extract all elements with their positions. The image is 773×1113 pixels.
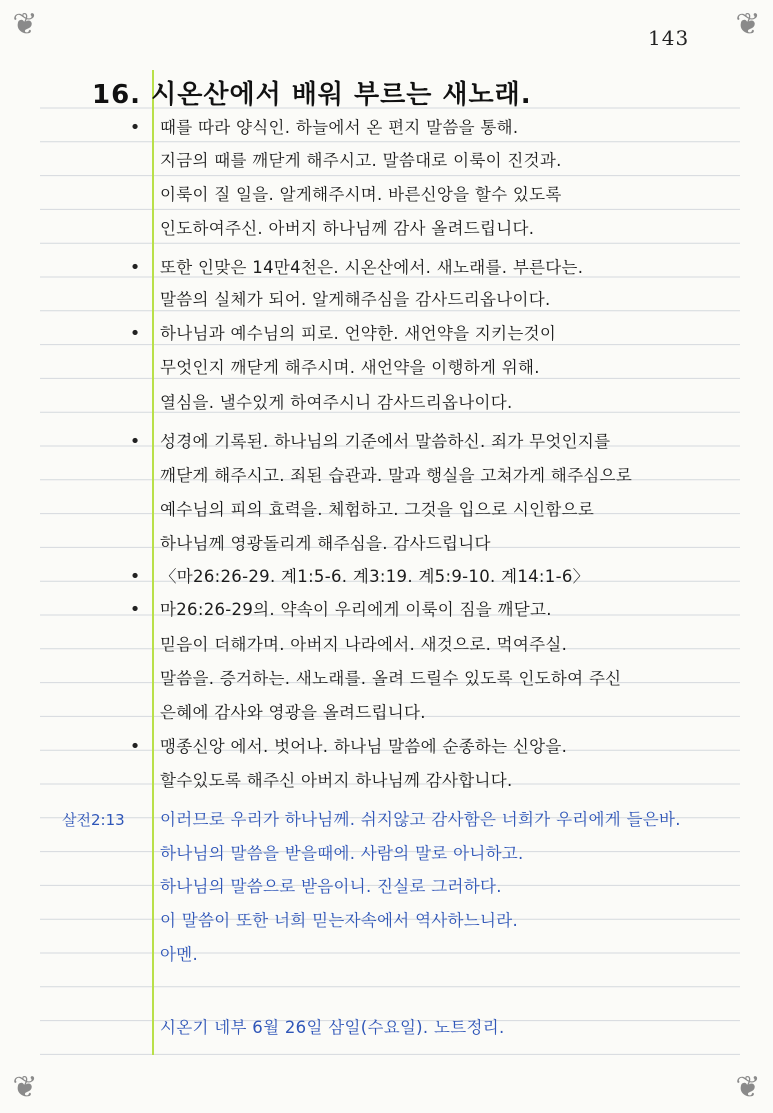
bullet-icon: • [129,117,141,138]
bullet-icon: • [129,323,141,344]
scripture-line: 이러므로 우리가 하나님께. 쉬지않고 감사함은 너희가 우리에게 들은바. [160,810,681,829]
bullet-icon: • [129,431,141,452]
note-line: 할수있도록 해주신 아버지 하나님께 감사합니다. [160,771,513,790]
scripture-line: 이 말씀이 또한 너희 믿는자속에서 역사하느니라. [160,911,519,930]
scripture-line: 아멘. [160,945,199,964]
corner-ornament-icon: ❦ [12,1070,38,1105]
scripture-line: 하나님의 말씀을 받을때에. 사람의 말로 아니하고. [160,844,524,863]
note-line: 믿음이 더해가며. 아버지 나라에서. 새것으로. 먹여주실. [160,635,568,654]
note-line: 하나님께 영광돌리게 해주심을. 감사드립니다 [160,534,491,553]
date-note-line: 시온기 네부 6월 26일 삼일(수요일). 노트정리. [160,1018,505,1037]
note-line: 또한 인맞은 14만4천은. 시온산에서. 새노래를. 부른다는. [160,258,584,277]
note-line: 〈마26:26-29. 계1:5-6. 계3:19. 계5:9-10. 계14:1-6〉 [160,567,590,586]
page-number: 143 [648,26,690,50]
note-line: 은혜에 감사와 영광을 올려드립니다. [160,703,426,722]
note-line: 지금의 때를 깨닫게 해주시고. 말씀대로 이룩이 진것과. [160,151,562,170]
note-line: 말씀의 실체가 되어. 알게해주심을 감사드리옵나이다. [160,290,551,309]
note-line: 무엇인지 깨닫게 해주시며. 새언약을 이행하게 위해. [160,358,540,377]
note-line: 성경에 기록된. 하나님의 기준에서 말씀하신. 죄가 무엇인지를 [160,432,611,451]
scripture-line: 하나님의 말씀으로 받음이니. 진실로 그러하다. [160,877,502,896]
bullet-icon: • [129,566,141,587]
corner-ornament-icon: ❦ [12,7,38,42]
note-line: 말씀을. 증거하는. 새노래를. 올려 드릴수 있도록 인도하여 주신 [160,669,622,688]
bullet-icon: • [129,736,141,757]
note-line: 예수님의 피의 효력을. 체험하고. 그것을 입으로 시인함으로 [160,500,595,519]
scripture-reference: 살전2:13 [62,811,125,829]
margin-line [152,70,154,1055]
corner-ornament-icon: ❦ [735,1070,761,1105]
corner-ornament-icon: ❦ [735,7,761,42]
note-line: 마26:26-29의. 약속이 우리에게 이룩이 짐을 깨닫고. [160,600,552,619]
note-line: 인도하여주신. 아버지 하나님께 감사 올려드립니다. [160,219,535,238]
note-line: 이룩이 질 일을. 알게해주시며. 바른신앙을 할수 있도록 [160,185,562,204]
bullet-icon: • [129,599,141,620]
note-line: 하나님과 예수님의 피로. 언약한. 새언약을 지키는것이 [160,324,557,343]
note-line: 깨닫게 해주시고. 죄된 습관과. 말과 행실을 고쳐가게 해주심으로 [160,466,633,485]
note-line: 열심을. 낼수있게 하여주시니 감사드리옵나이다. [160,393,513,412]
note-line: 때를 따라 양식인. 하늘에서 온 편지 말씀을 통해. [160,118,519,137]
page-title: 16. 시온산에서 배워 부르는 새노래. [92,80,532,110]
bullet-icon: • [129,257,141,278]
note-line: 맹종신앙 에서. 벗어나. 하나님 말씀에 순종하는 신앙을. [160,737,568,756]
